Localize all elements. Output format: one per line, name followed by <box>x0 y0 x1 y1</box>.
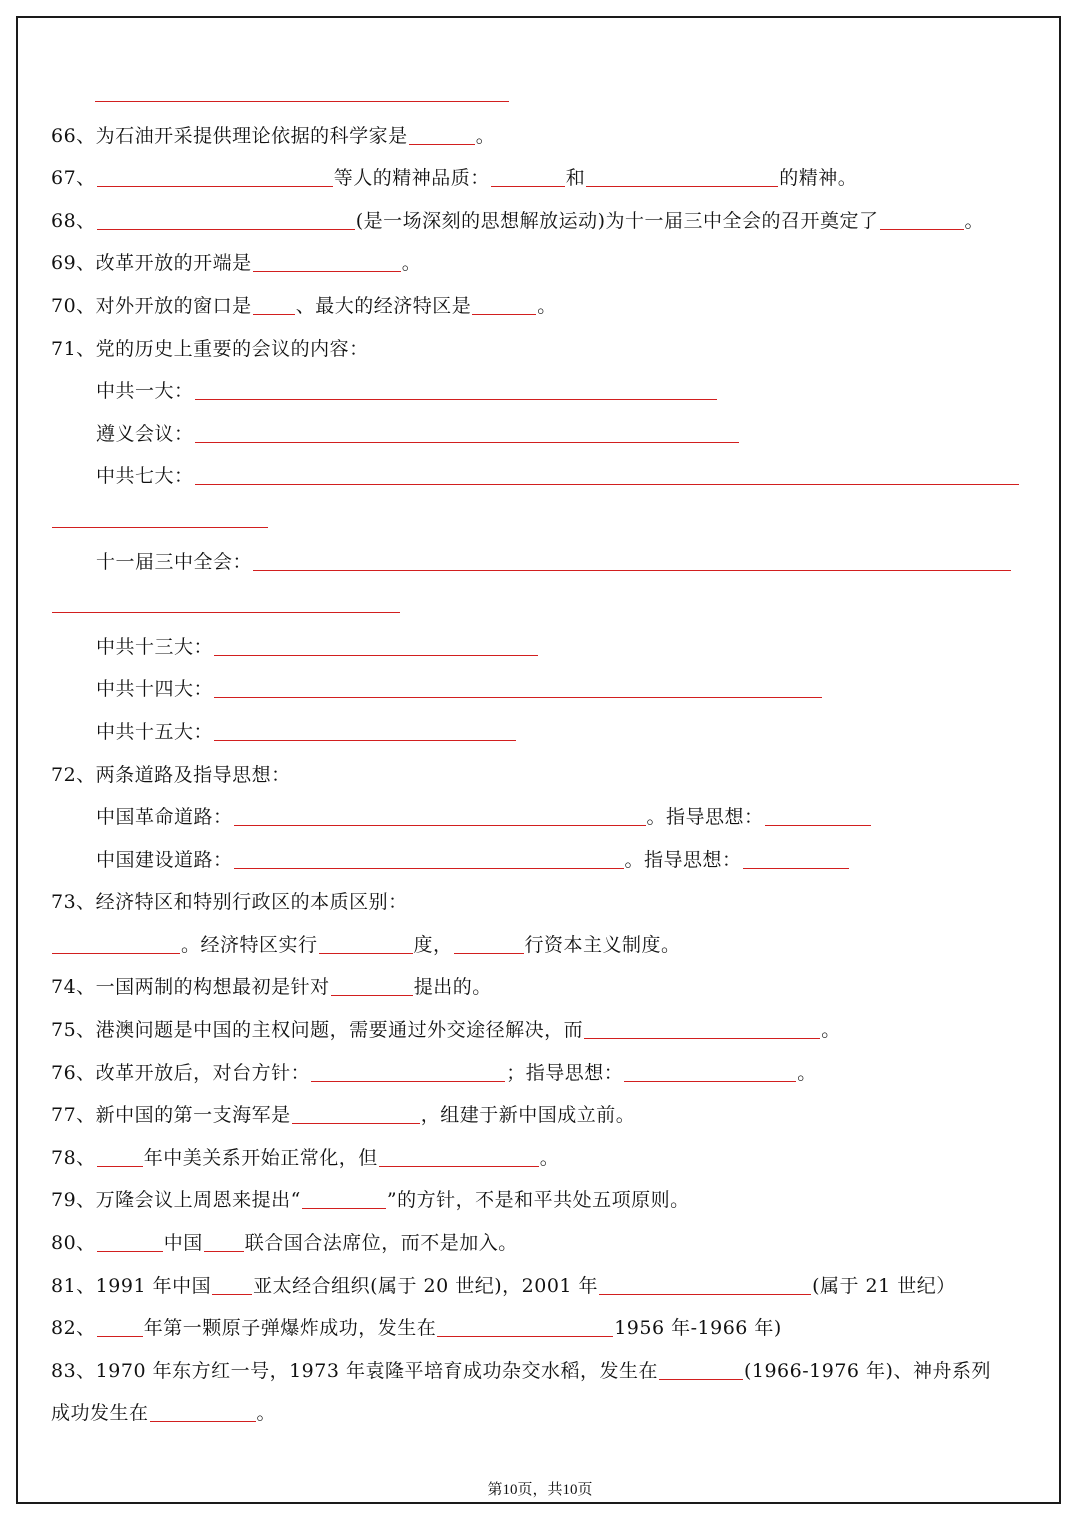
question-text: 。 <box>401 252 422 275</box>
answer-blank[interactable] <box>234 805 646 826</box>
answer-blank[interactable] <box>195 422 739 443</box>
answer-blank[interactable] <box>97 1316 143 1337</box>
answer-blank[interactable] <box>624 1061 796 1082</box>
answer-blank[interactable] <box>586 166 778 187</box>
question-text: 年中美关系开始正常化，但 <box>143 1146 378 1169</box>
road-label: 中国建设道路： <box>96 848 233 871</box>
question-83-continuation <box>51 1392 1036 1435</box>
question-text: (属于 21 世纪） <box>812 1274 956 1297</box>
meeting-row-7 <box>51 711 1036 754</box>
answer-blank[interactable] <box>97 209 355 230</box>
question-text: ”的方针，不是和平共处五项原则。 <box>386 1189 690 1212</box>
question-text: 。 <box>539 1146 560 1169</box>
question-71 <box>51 328 1036 371</box>
question-text: 。经济特区实行 <box>181 933 318 956</box>
answer-blank[interactable] <box>253 550 1011 571</box>
meeting-row-4-continuation <box>51 583 1036 626</box>
question-text: 75、港澳问题是中国的主权问题，需要通过外交途径解决，而 <box>51 1019 584 1042</box>
meeting-label: 十一届三中全会： <box>96 550 253 573</box>
answer-blank[interactable] <box>292 1103 420 1124</box>
answer-blank[interactable] <box>52 507 268 528</box>
road-row-1 <box>51 796 1036 839</box>
question-text: 的精神。 <box>779 167 858 190</box>
question-69 <box>51 242 1036 285</box>
guide-label: 。指导思想： <box>646 806 764 829</box>
answer-blank[interactable] <box>97 166 333 187</box>
question-68 <box>51 200 1036 243</box>
question-text: 。 <box>797 1061 817 1084</box>
question-65-continuation <box>51 72 1036 115</box>
question-text: 和 <box>565 167 586 190</box>
question-81 <box>51 1265 1036 1308</box>
question-75 <box>51 1009 1036 1052</box>
question-text: ；指导思想： <box>506 1061 624 1084</box>
question-text: 77、新中国的第一支海军是 <box>51 1104 291 1127</box>
meeting-row-4 <box>51 541 1036 584</box>
answer-blank[interactable] <box>195 464 1019 485</box>
question-text: 71、党的历史上重要的会议的内容： <box>51 337 369 360</box>
worksheet-content <box>51 72 1036 1435</box>
answer-blank[interactable] <box>302 1188 386 1209</box>
meeting-label: 中共七大： <box>96 465 194 488</box>
question-74 <box>51 966 1036 1009</box>
answer-blank[interactable] <box>409 124 475 145</box>
question-text: 。 <box>256 1402 277 1425</box>
answer-blank[interactable] <box>765 805 871 826</box>
answer-blank[interactable] <box>52 592 400 613</box>
answer-blank[interactable] <box>150 1401 256 1422</box>
answer-blank[interactable] <box>880 209 964 230</box>
answer-blank[interactable] <box>584 1018 820 1039</box>
meeting-row-6 <box>51 668 1036 711</box>
answer-blank[interactable] <box>97 1231 163 1252</box>
question-text: 。 <box>964 209 985 232</box>
question-text: 79、万隆会议上周恩来提出“ <box>51 1189 301 1212</box>
answer-blank[interactable] <box>472 294 536 315</box>
answer-blank[interactable] <box>454 933 524 954</box>
meeting-row-5 <box>51 626 1036 669</box>
answer-blank[interactable] <box>214 720 516 741</box>
question-66 <box>51 115 1036 158</box>
answer-blank[interactable] <box>743 848 849 869</box>
answer-blank[interactable] <box>253 294 295 315</box>
answer-blank[interactable] <box>319 933 413 954</box>
question-text: (是一场深刻的思想解放运动)为十一届三中全会的召开奠定了 <box>355 209 879 232</box>
question-text: 行资本主义制度。 <box>524 933 681 956</box>
road-row-2 <box>51 839 1036 882</box>
question-text: 76、改革开放后，对台方针： <box>51 1061 311 1084</box>
question-text: 提出的。 <box>413 976 492 999</box>
question-text: 联合国合法席位，而不是加入。 <box>244 1232 518 1255</box>
question-text: 83、1970 年东方红一号，1973 年袁隆平培育成功杂交水稻，发生在 <box>51 1359 658 1382</box>
question-77 <box>51 1094 1036 1137</box>
answer-blank[interactable] <box>491 166 565 187</box>
answer-blank[interactable] <box>331 975 413 996</box>
answer-blank[interactable] <box>95 81 509 102</box>
road-label: 中国革命道路： <box>96 806 233 829</box>
question-70 <box>51 285 1036 328</box>
question-text: 70、对外开放的窗口是 <box>51 294 252 317</box>
question-text: ，组建于新中国成立前。 <box>420 1104 636 1127</box>
guide-label: 。指导思想： <box>624 848 742 871</box>
answer-blank[interactable] <box>379 1146 539 1167</box>
question-text: 80、 <box>51 1232 96 1255</box>
meeting-label: 遵义会议： <box>96 422 194 445</box>
question-80 <box>51 1222 1036 1265</box>
question-text: 。 <box>537 294 557 317</box>
answer-blank[interactable] <box>97 1146 143 1167</box>
question-text: 成功发生在 <box>51 1402 149 1425</box>
question-73 <box>51 881 1036 924</box>
question-text: 81、1991 年中国 <box>51 1274 212 1297</box>
answer-blank[interactable] <box>311 1061 505 1082</box>
question-text: 72、两条道路及指导思想： <box>51 763 291 786</box>
meeting-row-1 <box>51 370 1036 413</box>
answer-blank[interactable] <box>52 933 180 954</box>
question-text: 82、 <box>51 1317 96 1340</box>
question-79 <box>51 1179 1036 1222</box>
meeting-row-2 <box>51 413 1036 456</box>
question-text: 1956 年-1966 年) <box>614 1317 782 1340</box>
question-text: 74、一国两制的构想最初是针对 <box>51 976 330 999</box>
question-text: 67、 <box>51 167 96 190</box>
meeting-label: 中共十五大： <box>96 720 214 743</box>
question-text: 亚太经合组织(属于 20 世纪)，2001 年 <box>253 1274 599 1297</box>
question-text: 年第一颗原子弹爆炸成功，发生在 <box>143 1317 437 1340</box>
question-82 <box>51 1307 1036 1350</box>
answer-blank[interactable] <box>214 635 538 656</box>
question-73-answer <box>51 924 1036 967</box>
question-67 <box>51 157 1036 200</box>
question-text: 等人的精神品质： <box>333 167 490 190</box>
question-text: (1966-1976 年)、神舟系列 <box>743 1359 991 1382</box>
question-76 <box>51 1052 1036 1095</box>
answer-blank[interactable] <box>599 1274 811 1295</box>
meeting-row-3 <box>51 455 1036 498</box>
answer-blank[interactable] <box>214 677 822 698</box>
question-78 <box>51 1137 1036 1180</box>
question-text: 中国 <box>163 1232 203 1255</box>
question-text: 。 <box>475 124 496 147</box>
question-text: 78、 <box>51 1146 96 1169</box>
answer-blank[interactable] <box>437 1316 613 1337</box>
meeting-label: 中共十四大： <box>96 678 214 701</box>
question-83 <box>51 1350 1036 1393</box>
answer-blank[interactable] <box>212 1274 252 1295</box>
meeting-label: 中共十三大： <box>96 635 214 658</box>
question-72 <box>51 754 1036 797</box>
question-text: 、最大的经济特区是 <box>295 294 472 317</box>
answer-blank[interactable] <box>234 848 624 869</box>
question-text: 68、 <box>51 209 96 232</box>
question-text: 66、为石油开采提供理论依据的科学家是 <box>51 124 408 147</box>
question-text: 。 <box>821 1019 841 1042</box>
question-text: 69、改革开放的开端是 <box>51 252 252 275</box>
answer-blank[interactable] <box>253 251 401 272</box>
answer-blank[interactable] <box>204 1231 244 1252</box>
answer-blank[interactable] <box>195 379 717 400</box>
question-text: 73、经济特区和特别行政区的本质区别： <box>51 891 408 914</box>
meeting-label: 中共一大： <box>96 380 194 403</box>
answer-blank[interactable] <box>659 1359 743 1380</box>
page-footer: 第10页，共10页 <box>487 1482 593 1498</box>
question-text: 度， <box>413 933 453 956</box>
meeting-row-3-continuation <box>51 498 1036 541</box>
